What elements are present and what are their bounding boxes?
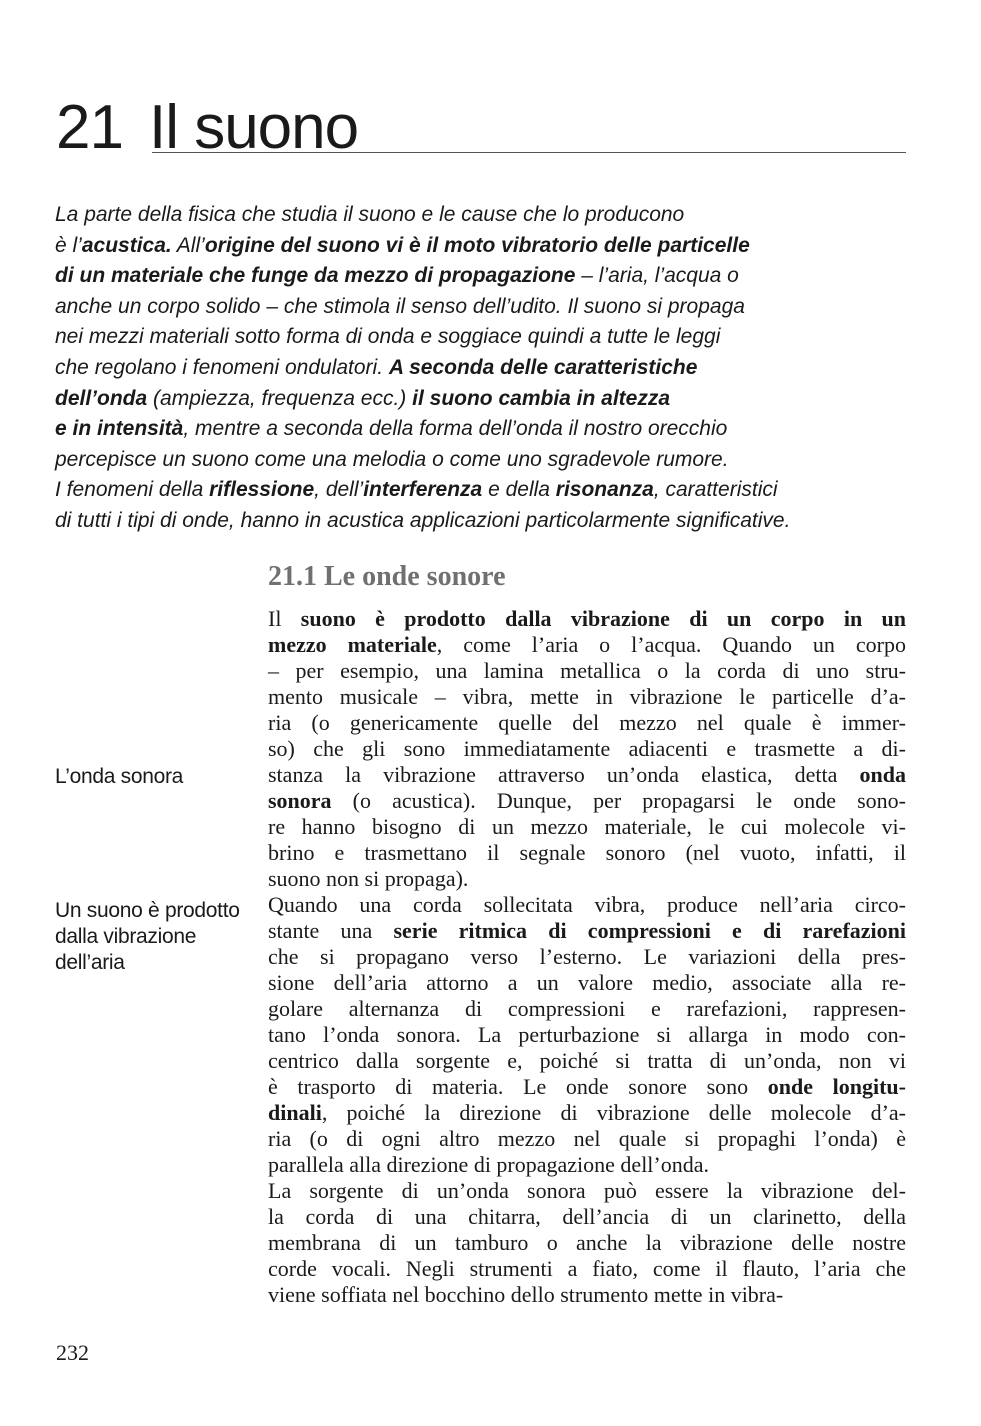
- text-line: [268, 1100, 906, 1126]
- text-run: , come l’aria o l’acqua. Quando un corpo: [436, 632, 906, 657]
- text-line: [268, 684, 906, 710]
- bold-text: riflessione: [209, 478, 315, 502]
- text-run: , caratteristici: [653, 478, 778, 502]
- text-line: [268, 1204, 906, 1230]
- bold-text: origine del suono vi è il moto vibratorio delle particelle: [204, 233, 750, 257]
- bold-text: onda: [859, 762, 906, 787]
- bold-text: A seconda delle caratteristiche: [388, 355, 698, 379]
- text-run: corde vocali. Negli strumenti a fiato, come il flauto, l’aria che: [268, 1256, 906, 1281]
- text-line: [268, 840, 906, 866]
- text-run: percepisce un suono come una melodia o come uno sgradevole rumore.: [55, 447, 729, 471]
- text-line: [55, 322, 925, 353]
- text-run: re hanno bisogno di un mezzo materiale, le cui molecole vi-: [268, 814, 906, 839]
- margin-note-line: L’onda sonora: [55, 765, 184, 788]
- body-paragraph: [268, 606, 906, 892]
- text-run: che si propagano verso l’esterno. Le variazioni della pres-: [268, 944, 906, 969]
- text-line: [55, 445, 925, 476]
- text-run: (ampiezza, frequenza ecc.): [147, 386, 413, 410]
- text-run: La sorgente di un’onda sonora può essere la vibrazione del-: [268, 1178, 906, 1203]
- bold-text: di un materiale che funge da mezzo di propagazione: [55, 264, 576, 288]
- text-run: , poiché la direzione di vibrazione delle molecole d’a-: [321, 1100, 906, 1125]
- bold-text: suono è prodotto dalla vibrazione di un corpo in un: [300, 606, 906, 631]
- text-line: [268, 918, 906, 944]
- text-line: [268, 632, 906, 658]
- text-line: [268, 1282, 906, 1308]
- text-line: [55, 414, 925, 445]
- text-line: [268, 710, 906, 736]
- text-run: centrico dalla sorgente e, poiché si tratta di un’onda, non vi: [268, 1048, 906, 1073]
- bold-text: risonanza: [555, 478, 654, 502]
- text-line: [268, 996, 906, 1022]
- text-line: [268, 606, 906, 632]
- text-line: [268, 762, 906, 788]
- text-line: [55, 292, 925, 323]
- text-run: sione dell’aria attorno a un valore medio, associate alla re-: [268, 970, 906, 995]
- text-run: di tutti i tipi di onde, hanno in acustica applicazioni particolarmente significative.: [55, 508, 791, 532]
- text-run: la corda di una chitarra, dell’ancia di un clarinetto, della: [268, 1204, 906, 1229]
- intro-paragraph: [55, 200, 925, 537]
- bold-text: acustica.: [81, 233, 172, 257]
- text-run: mento musicale – vibra, mette in vibrazione le particelle d’a-: [268, 684, 906, 709]
- text-run: brino e trasmettano il segnale sonoro (nel vuoto, infatti, il: [268, 840, 906, 865]
- text-run: che regolano i fenomeni ondulatori.: [55, 355, 389, 379]
- chapter-number: 21: [56, 93, 123, 162]
- text-run: stante una: [268, 918, 394, 943]
- text-run: è trasporto di materia. Le onde sonore sono: [268, 1074, 768, 1099]
- text-run: ria (o di ogni altro mezzo nel quale si propaghi l’onda) è: [268, 1126, 906, 1151]
- text-line: [55, 200, 925, 231]
- bold-text: il suono cambia in altezza: [412, 386, 671, 410]
- chapter-name: Il suono: [148, 93, 359, 162]
- text-line: [268, 866, 906, 892]
- margin-note: [55, 764, 260, 790]
- bold-text: mezzo materiale: [268, 632, 437, 657]
- text-line: [268, 788, 906, 814]
- text-line: [268, 1152, 906, 1178]
- text-run: e della: [482, 478, 556, 502]
- text-run: Il: [268, 606, 301, 631]
- text-line: [268, 658, 906, 684]
- page-number: 232: [56, 1340, 89, 1365]
- text-run: nei mezzi materiali sotto forma di onda e soggiace quindi a tutte le leggi: [55, 325, 721, 349]
- text-line: [55, 353, 925, 384]
- body-paragraph: [268, 1178, 906, 1308]
- text-line: [268, 892, 906, 918]
- text-run: All’: [171, 233, 205, 257]
- text-run: Quando una corda sollecitata vibra, produce nell’aria circo-: [268, 892, 906, 917]
- section-heading: 21.1 Le onde sonore: [268, 561, 506, 592]
- text-run: La parte della fisica che studia il suono e le cause che lo producono: [55, 203, 685, 226]
- margin-note-line: dalla vibrazione: [55, 925, 197, 948]
- text-run: stanza la vibrazione attraverso un’onda elastica, detta: [268, 762, 860, 787]
- bold-text: serie ritmica di compressioni e di rarefazioni: [393, 918, 906, 943]
- text-run: (o acustica). Dunque, per propagarsi le onde sono-: [331, 788, 906, 813]
- text-line: [268, 814, 906, 840]
- text-line: [268, 1074, 906, 1100]
- text-line: [268, 970, 906, 996]
- text-line: [268, 1022, 906, 1048]
- text-line: [268, 1178, 906, 1204]
- text-line: [268, 944, 906, 970]
- text-run: tano l’onda sonora. La perturbazione si allarga in modo con-: [268, 1022, 906, 1047]
- text-line: [268, 736, 906, 762]
- margin-note-line: dell’aria: [55, 951, 125, 974]
- section-body: [268, 606, 906, 1308]
- text-line: [55, 506, 925, 537]
- text-run: – l’aria, l’acqua o: [575, 264, 739, 288]
- text-run: I fenomeni della: [55, 478, 210, 502]
- text-line: [268, 1230, 906, 1256]
- text-line: [55, 261, 925, 292]
- text-run: membrana di un tamburo o anche la vibrazione delle nostre: [268, 1230, 906, 1255]
- bold-text: onde longitu-: [767, 1074, 906, 1099]
- bold-text: dinali: [268, 1100, 322, 1125]
- text-run: anche un corpo solido – che stimola il senso dell’udito. Il suono si propaga: [55, 294, 745, 318]
- chapter-title: [56, 88, 358, 168]
- text-run: so) che gli sono immediatamente adiacenti e trasmette a di-: [268, 736, 906, 761]
- text-line: [268, 1256, 906, 1282]
- bold-text: dell’onda: [55, 386, 148, 410]
- text-run: , mentre a seconda della forma dell’onda il nostro orecchio: [183, 417, 728, 441]
- text-run: – per esempio, una lamina metallica o la corda di uno stru-: [268, 658, 906, 683]
- text-line: [55, 384, 925, 415]
- text-line: [268, 1048, 906, 1074]
- text-line: [268, 1126, 906, 1152]
- body-paragraph: [268, 892, 906, 1178]
- text-run: suono non si propaga).: [268, 866, 469, 891]
- title-rule: [152, 152, 906, 153]
- bold-text: sonora: [268, 788, 332, 813]
- text-run: è l’: [55, 233, 82, 257]
- text-line: [55, 475, 925, 506]
- text-run: ria (o genericamente quelle del mezzo nel quale è immer-: [268, 710, 906, 735]
- margin-note-line: Un suono è prodotto: [55, 899, 240, 922]
- text-run: parallela alla direzione di propagazione dell’onda.: [268, 1152, 710, 1177]
- bold-text: interferenza: [363, 478, 483, 502]
- bold-text: e in intensità: [55, 417, 184, 441]
- margin-note: [55, 898, 260, 976]
- text-run: golare alternanza di compressioni e rarefazioni, rappresen-: [268, 996, 906, 1021]
- text-line: [55, 231, 925, 262]
- text-run: viene soffiata nel bocchino dello strumento mette in vibra-: [268, 1282, 784, 1307]
- text-run: , dell’: [314, 478, 364, 502]
